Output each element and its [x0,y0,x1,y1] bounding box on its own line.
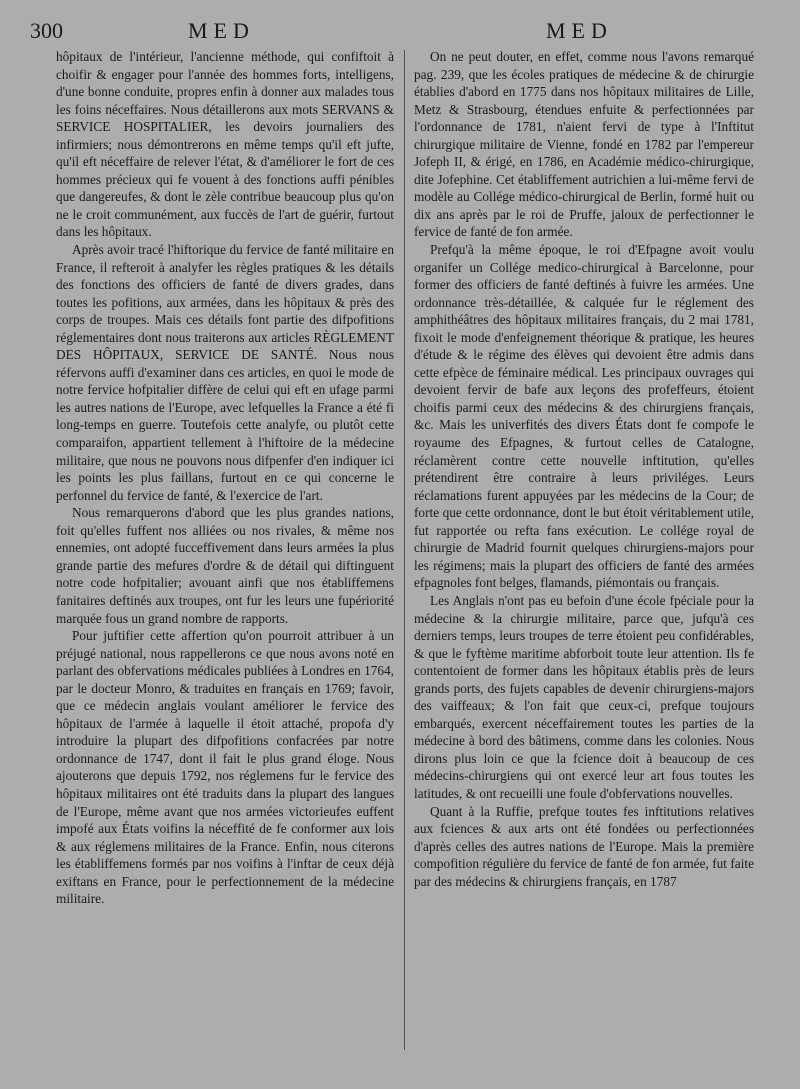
page-number: 300 [30,18,63,43]
left-column [56,48,394,1048]
right-column [414,48,754,1048]
paragraph: Nous remarquerons d'abord que les plus grandes nations, foit qu'elles fuffent nos alliées ou nos rivales, & même nos ennemies, ont adopté fucceffivement dans leurs armées la plus grande partie des mefures d'ordre & de détail qui diftinguent notre code hofpitalier; avouant ainfi que nos établiffemens fanitaires deftinés aux troupes, ont fur les leurs une fupériorité marquée fous un grand nombre de rapports. [56,505,394,626]
running-head-left: MED [188,18,255,43]
paragraph: On ne peut douter, en effet, comme nous l'avons remarqué pag. 239, que les écoles pratiques de médecine & de chirurgie établies d'abord en 1775 dans nos hôpitaux militaires de Lille, Metz & Strasbourg, étendues enfuite & perfectionnées par l'ordonnance de 1781, n'aient fervi de type à l'Inftitut chirurgique militaire de Vienne, fondé en 1782 par l'empereur Jofeph II, & érigé, en 1786, en Académie médico-chirurgique, dite Jofephine. Cet établiffement autrichien a lui-même fervi de modèle au Collége médico-chirurgical de Berlin, formé huit ou dix ans après par le roi de Pruffe, jaloux de perfectionner le fervice de fanté de fon armée. [414,49,754,240]
paragraph: Prefqu'à la même époque, le roi d'Efpagne avoit voulu organifer un Collége medico-chirurgical à Barcelonne, pour former des officiers de fanté deftinés à fuivre les armées. Une ordonnance très-détaillée, & calquée fur le réglement des amphithéâtres des hôpitaux militaires français, du 2 mai 1781, fixoit le mode d'enfeignement théorique & pratique, les heures d'étude & le régime des élèves qui devoient être admis dans cette efpèce de féminaire médical. Les principaux ouvrages qui devoient fervir de bafe aux leçons des profeffeurs, étoient choifis parmi ceux des médecins & des chirurgiens français, &c. Mais les univerfités des divers États dont fe compofe le royaume des Efpagnes, & furtout celles de Catalogne, réclamèrent contre cette nouvelle inftitution, qu'elles prétendirent être contraire à leurs priviléges. Leurs réclamations furent appuyées par les médecins de la Cour; de forte que cette ordonnance, dont le but étoit véritablement utile, fut rapportée ou refta fans exécution. Le collége royal de chirurgie de Madrid fournit quelques chirurgiens-majors pour les régimens; mais la plupart des officiers de fanté des armées efpagnoles font belges, flamands, piémontais ou français. [414,242,754,591]
page-header [0,18,800,48]
column-divider [404,50,405,1050]
running-head-right: MED [546,18,613,43]
paragraph: Quant à la Ruffie, prefque toutes fes inftitutions relatives aux fciences & aux arts ont été fondées ou perfectionnées d'après celles des autres nations de l'Europe. Mais la première compofition régulière du fervice de fanté de fon armée, fut faite par des médecins & chirurgiens français, en 1787 [414,803,754,889]
paragraph: Après avoir tracé l'hiftorique du fervice de fanté militaire en France, il refteroit à analyfer les règles pratiques & les détails des fonctions des officiers de fanté de divers grades, dans toutes les pofitions, aux armées, dans les hôpitaux & près des corps de troupes. Mais ces détails font partie des difpofitions réglementaires dont nous traiterons aux articles RÈGLEMENT DES HÔPITAUX, SERVICE DE SANTÉ. Nous nous réfervons auffi d'examiner dans ces articles, en quoi le mode de notre fervice hofpitalier diffère de celui qui eft en ufage parmi les autres nations de l'Europe, avec lefquelles la France a été fi long-temps en guerre. Toutefois cette analyfe, ou plutôt cette comparaifon, appartient tellement à l'hiftoire de la médecine militaire, que nous ne pouvons nous difpenfer d'en indiquer ici les points les plus faillans, furtout en ce qui concerne le perfonnel du fervice de fanté, & l'exercice de l'art. [56,242,394,503]
paragraph: Les Anglais n'ont pas eu befoin d'une école fpéciale pour la médecine & la chirurgie militaire, parce que, jufqu'à ces derniers temps, leurs troupes de terre étoient peu confidérables, & que le fyftème maritime abforboit toute leur attention. Ils fe contentoient de former dans les hôpitaux établis près de leurs grands ports, des fujets capables de devenir chirurgiens-majors des vaiffeaux; & l'on fait que ceux-ci, prefque toujours embarqués, exercent néceffairement toutes les parties de la médecine à bord des bâtimens, comme dans les colonies. Nous dirons plus loin ce que la fcience doit à beaucoup de ces médecins-chirurgiens qui ont exercé leur art fous toutes les latitudes, & ont recueilli une foule d'obfervations nouvelles. [414,592,754,801]
paragraph: hôpitaux de l'intérieur, l'ancienne méthode, qui confiftoit à choifir & engager pour l'année des hommes forts, intelligens, d'une bonne conduite, propres enfin à donner aux malades tous les foins néceffaires. Nous détaillerons aux mots SERVANS & SERVICE HOSPITALIER, les devoirs journaliers des infirmiers; nous démontrerons en même temps qu'il eft jufte, qu'il eft néceffaire de relever l'état, & d'améliorer le fort de ces hommes précieux qui fe vouent à des fonctions auffi pénibles que dangereufes, & dont le zèle contribue beaucoup plus qu'on ne le croit communément, aux fuccès de l'art de guérir, furtout dans les hôpitaux. [56,49,394,240]
paragraph: Pour juftifier cette affertion qu'on pourroit attribuer à un préjugé national, nous rappellerons ce que nous avons noté en parlant des obfervations médicales publiées à Londres en 1764, par le docteur Monro, & traduites en français en 1769; favoir, que ce médecin anglais voulant améliorer le fervice des hôpitaux de l'armée à laquelle il étoit attaché, propofa d'y introduire la plupart des difpofitions confacrées par notre ordonnance de 1747, dont il fait le plus grand éloge. Nous ajouterons que depuis 1792, nos réglemens fur le fervice des hôpitaux militaires ont été traduits dans la plupart des langues de l'Europe, même avant que nos armées victorieufes euffent impofé aux États voifins la néceffité de fe conformer aux lois & aux réglemens militaires de la France. Enfin, nous citerons les établiffemens formés par nos voifins à l'inftar de ceux déjà exiftans en France, pour le perfectionnement de la médecine militaire. [56,628,394,907]
